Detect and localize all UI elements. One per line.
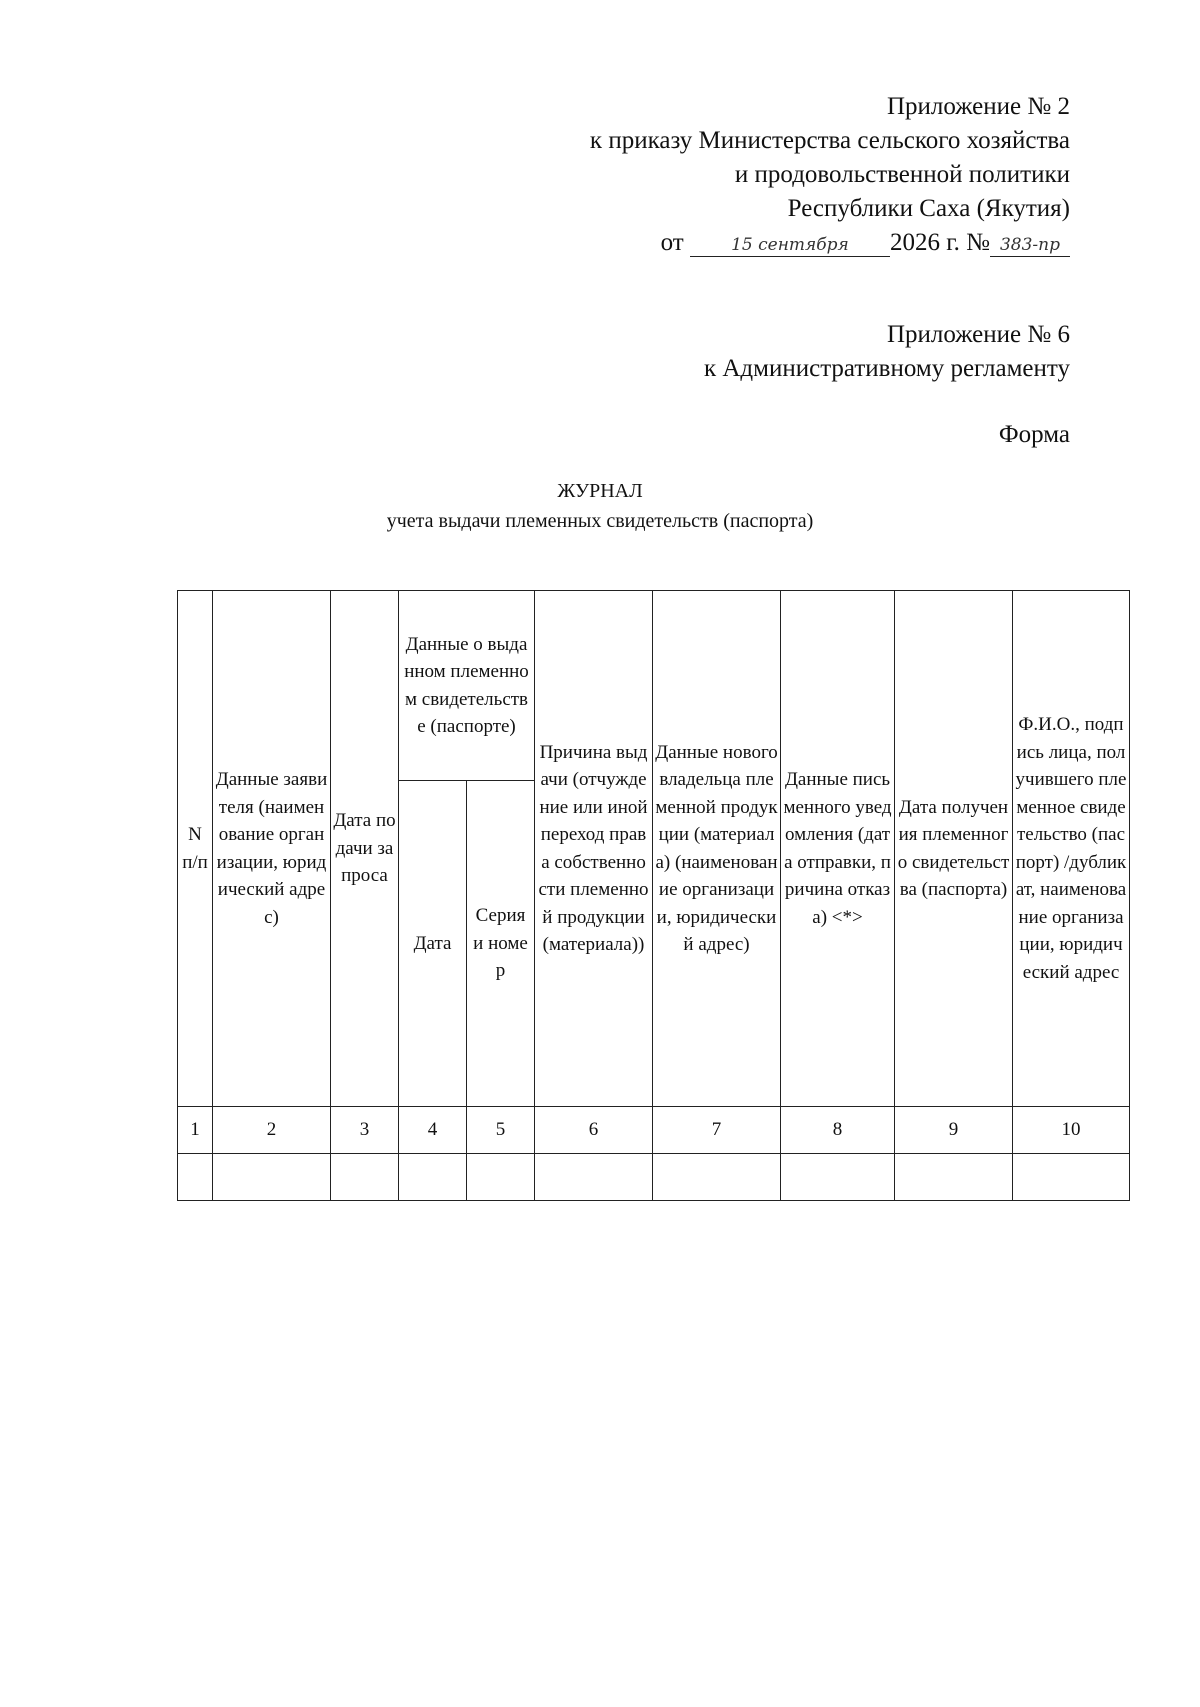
header-issue-reason: Причина выдачи (отчуждение или иной переход права собственности племенной продукции (материала)) (535, 591, 653, 1107)
appendix-2-order-line: к приказу Министерства сельского хозяйства (589, 127, 1070, 154)
form-label: Форма (998, 421, 1070, 448)
journal-subtitle: учета выдачи племенных свидетельств (паспорта) (386, 510, 814, 532)
column-number: 10 (1013, 1107, 1130, 1154)
header-receipt-date: Дата получения племенного свидетельства (паспорта) (895, 591, 1013, 1107)
column-number: 9 (895, 1107, 1013, 1154)
column-number: 7 (653, 1107, 781, 1154)
empty-cell (1013, 1154, 1130, 1201)
header-issue-date: Дата (399, 781, 467, 1107)
column-number: 3 (331, 1107, 399, 1154)
journal-table (177, 590, 1130, 1201)
header-recipient-signature: Ф.И.О., подпись лица, получившего племенное свидетельство (паспорт) /дубликат, наименование организации, юридический адрес (1013, 591, 1130, 1107)
empty-cell (535, 1154, 653, 1201)
empty-entry-row (178, 1154, 1130, 1201)
appendix-6-header (704, 318, 1070, 386)
appendix-6-title: Приложение № 6 (886, 321, 1070, 348)
handwritten-order-number: 383-пр (990, 234, 1070, 257)
header-issued-certificate-group: Данные о выданном племенном свидетельстве (паспорте) (399, 591, 535, 781)
empty-cell (178, 1154, 213, 1201)
appendix-2-republic-line: Республики Саха (Якутия) (787, 195, 1070, 222)
column-number: 6 (535, 1107, 653, 1154)
journal-title-block (0, 476, 1200, 536)
appendix-2-header (590, 90, 1070, 260)
column-number: 2 (213, 1107, 331, 1154)
appendix-2-title: Приложение № 2 (886, 93, 1070, 120)
header-new-owner-data: Данные нового владельца племенной продукции (материала) (наименование организации, юридический адрес) (653, 591, 781, 1107)
empty-cell (213, 1154, 331, 1201)
column-number: 4 (399, 1107, 467, 1154)
order-date-line (590, 226, 1070, 260)
empty-cell (653, 1154, 781, 1201)
journal-title: ЖУРНАЛ (557, 480, 643, 502)
header-row-number: N п/п (178, 591, 213, 1107)
appendix-6-regulation-line: к Административному регламенту (703, 355, 1070, 382)
header-series-number: Серия и номер (467, 781, 535, 1107)
empty-cell (895, 1154, 1013, 1201)
header-written-notice: Данные письменного уведомления (дата отправки, причина отказа) <*> (781, 591, 895, 1107)
empty-cell (467, 1154, 535, 1201)
header-applicant-data: Данные заявителя (наименование организации, юридический адрес) (213, 591, 331, 1107)
date-prefix: от (660, 229, 684, 256)
order-year: 2026 г. № (889, 229, 990, 256)
appendix-2-policy-line: и продовольственной политики (734, 161, 1070, 188)
column-number: 8 (781, 1107, 895, 1154)
empty-cell (331, 1154, 399, 1201)
column-number-row (178, 1107, 1130, 1154)
handwritten-date: 15 сентября (690, 234, 890, 257)
column-number: 1 (178, 1107, 213, 1154)
empty-cell (399, 1154, 467, 1201)
empty-cell (781, 1154, 895, 1201)
header-request-date: Дата подачи запроса (331, 591, 399, 1107)
column-number: 5 (467, 1107, 535, 1154)
